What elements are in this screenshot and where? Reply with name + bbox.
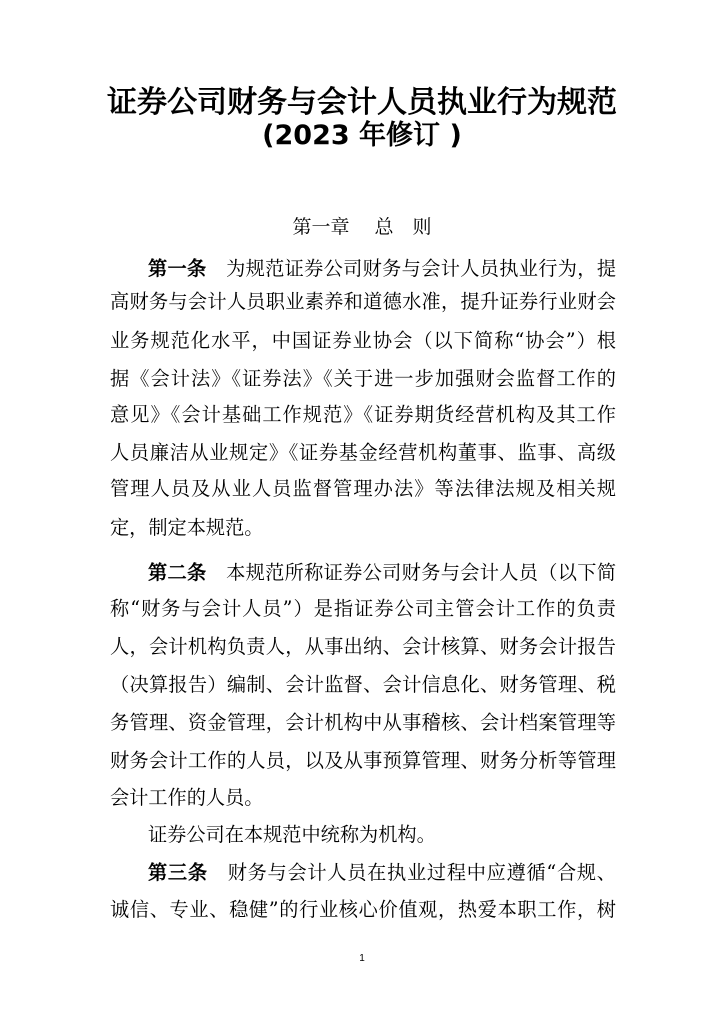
article-1-line-5: 意见》《会计基础工作规范》《证券期货经营机构及其工作 [110, 403, 616, 426]
article-1-line-3: 业务规范化水平，中国证券业协会（以下简称“协会”）根 [110, 329, 616, 352]
article-2-line-6: 财务会计工作的人员，以及从事预算管理、财务分析等管理 [110, 749, 616, 772]
article-1-line-4: 据《会计法》《证券法》《关于进一步加强财会监督工作的 [110, 367, 616, 390]
article-1-line-8: 定，制定本规范。 [110, 516, 264, 539]
article-2-line-7: 会计工作的人员。 [110, 786, 264, 809]
article-3-line-2: 诚信、专业、稳健”的行业核心价值观，热爱本职工作，树 [110, 898, 616, 921]
article-2-line-1: 第二条 本规范所称证券公司财务与会计人员（以下简 [148, 561, 617, 584]
paragraph-organization: 证券公司在本规范中统称为机构。 [148, 823, 436, 846]
page-number: 1 [359, 953, 365, 964]
article-2-line-5: 务管理、资金管理，会计机构中从事稽核、会计档案管理等 [110, 711, 616, 734]
article-3-line-1: 第三条 财务与会计人员在执业过程中应遵循“合规、 [148, 861, 616, 884]
article-2-line-3: 人，会计机构负责人，从事出纳、会计核算、财务会计报告 [110, 635, 616, 658]
article-1-line-6: 人员廉洁从业规定》《证券基金经营机构董事、监事、高级 [110, 441, 616, 464]
article-1-line-7: 管理人员及从业人员监督管理办法》等法律法规及相关规 [110, 477, 616, 500]
document-title: 证券公司财务与会计人员执业行为规范 [107, 85, 617, 120]
article-3-label: 第三条 [148, 861, 208, 884]
article-2-line-2: 称“财务与会计人员”）是指证券公司主管会计工作的负责 [110, 597, 616, 620]
article-1-line-1: 第一条 为规范证券公司财务与会计人员执业行为，提 [148, 257, 617, 280]
article-1-line-2: 高财务与会计人员职业素养和道德水准，提升证券行业财会 [110, 290, 616, 313]
document-subtitle: (2023 年修订 ) [262, 120, 462, 151]
article-2-line-4: （决算报告）编制、会计监督、会计信息化、财务管理、税 [110, 673, 616, 696]
article-1-label: 第一条 [148, 257, 207, 280]
article-2-label: 第二条 [148, 561, 207, 584]
chapter-heading: 第一章 总 则 [292, 216, 432, 238]
